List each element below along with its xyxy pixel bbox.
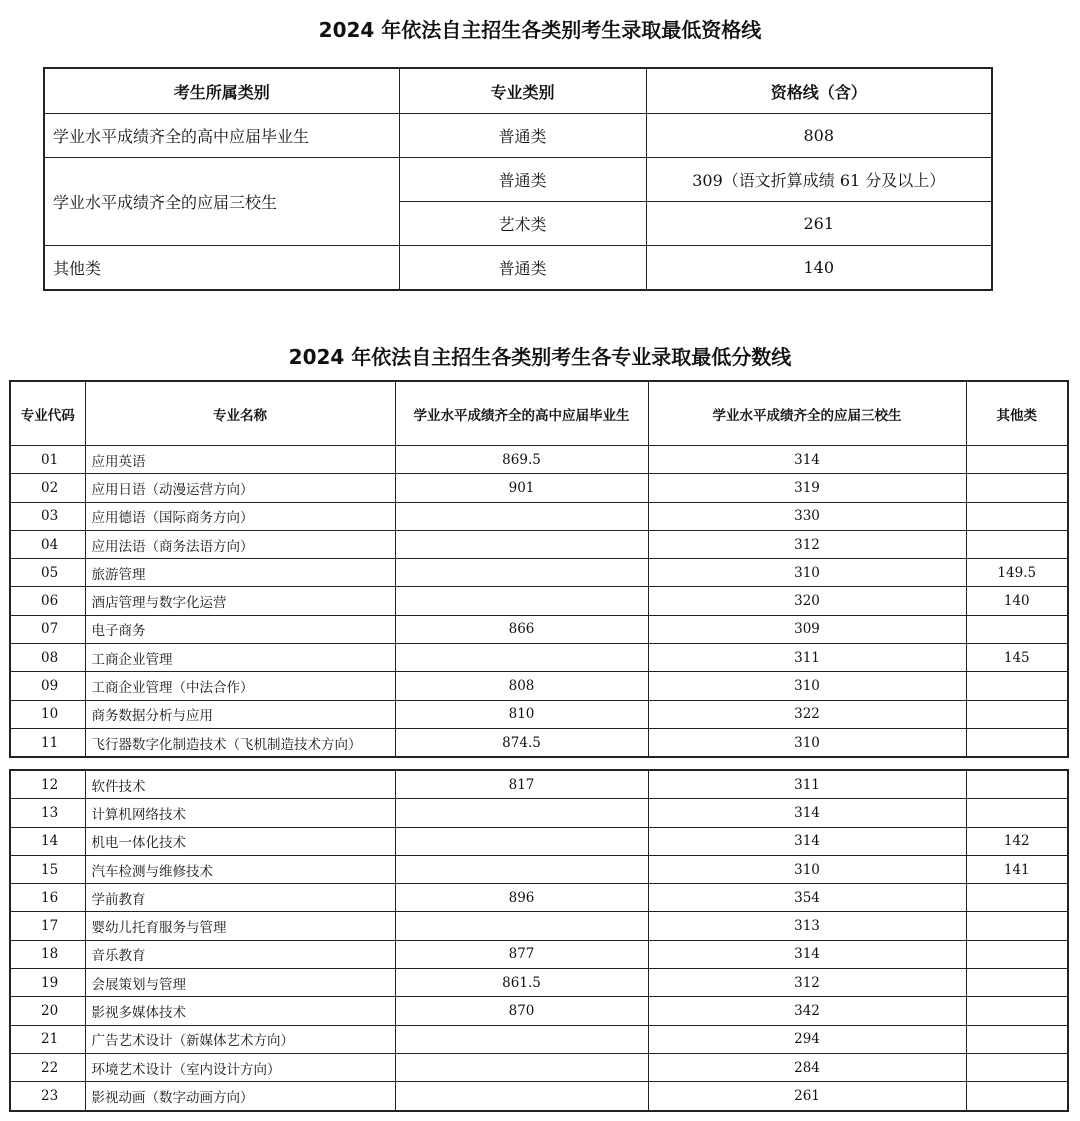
major-name-cell: 应用英语 bbox=[85, 446, 395, 474]
three-schools-score-cell: 314 bbox=[648, 940, 966, 968]
high-school-score-cell bbox=[395, 587, 648, 615]
major-name-cell: 飞行器数字化制造技术（飞机制造技术方向） bbox=[85, 728, 395, 757]
other-score-cell bbox=[966, 474, 1068, 502]
table1-line-cell: 808 bbox=[646, 114, 992, 158]
major-code-cell: 13 bbox=[10, 799, 85, 827]
three-schools-score-cell: 319 bbox=[648, 474, 966, 502]
major-name-cell: 应用日语（动漫运营方向） bbox=[85, 474, 395, 502]
high-school-score-cell bbox=[395, 559, 648, 587]
other-score-cell bbox=[966, 1053, 1068, 1081]
three-schools-score-cell: 310 bbox=[648, 728, 966, 757]
high-school-score-cell: 808 bbox=[395, 672, 648, 700]
major-code-cell: 09 bbox=[10, 672, 85, 700]
other-score-cell: 140 bbox=[966, 587, 1068, 615]
high-school-score-cell: 901 bbox=[395, 474, 648, 502]
table2-header-code: 专业代码 bbox=[10, 381, 85, 446]
table-row bbox=[10, 770, 1068, 799]
table-row bbox=[10, 1053, 1068, 1081]
table-row bbox=[10, 559, 1068, 587]
table-row bbox=[10, 615, 1068, 643]
table-row bbox=[10, 884, 1068, 912]
major-name-cell: 影视动画（数字动画方向） bbox=[85, 1082, 395, 1111]
three-schools-score-cell: 312 bbox=[648, 530, 966, 558]
major-score-table-part1 bbox=[9, 380, 1069, 758]
other-score-cell bbox=[966, 1082, 1068, 1111]
table2-header-high-school: 学业水平成绩齐全的高中应届毕业生 bbox=[395, 381, 648, 446]
major-name-cell: 旅游管理 bbox=[85, 559, 395, 587]
three-schools-score-cell: 311 bbox=[648, 644, 966, 672]
major-name-cell: 会展策划与管理 bbox=[85, 969, 395, 997]
high-school-score-cell bbox=[395, 1053, 648, 1081]
major-code-cell: 22 bbox=[10, 1053, 85, 1081]
major-code-cell: 12 bbox=[10, 770, 85, 799]
table-row bbox=[10, 855, 1068, 883]
major-code-cell: 19 bbox=[10, 969, 85, 997]
other-score-cell: 142 bbox=[966, 827, 1068, 855]
high-school-score-cell: 861.5 bbox=[395, 969, 648, 997]
three-schools-score-cell: 354 bbox=[648, 884, 966, 912]
high-school-score-cell bbox=[395, 502, 648, 530]
three-schools-score-cell: 314 bbox=[648, 799, 966, 827]
table-row bbox=[10, 530, 1068, 558]
high-school-score-cell bbox=[395, 799, 648, 827]
table1-type-cell: 普通类 bbox=[399, 158, 646, 202]
major-code-cell: 18 bbox=[10, 940, 85, 968]
three-schools-score-cell: 311 bbox=[648, 770, 966, 799]
other-score-cell bbox=[966, 912, 1068, 940]
three-schools-score-cell: 322 bbox=[648, 700, 966, 728]
table-row bbox=[10, 728, 1068, 757]
major-name-cell: 广告艺术设计（新媒体艺术方向） bbox=[85, 1025, 395, 1053]
three-schools-score-cell: 294 bbox=[648, 1025, 966, 1053]
table1-category-cell: 学业水平成绩齐全的应届三校生 bbox=[44, 158, 399, 246]
major-code-cell: 08 bbox=[10, 644, 85, 672]
three-schools-score-cell: 310 bbox=[648, 559, 966, 587]
other-score-cell bbox=[966, 672, 1068, 700]
major-name-cell: 环境艺术设计（室内设计方向） bbox=[85, 1053, 395, 1081]
high-school-score-cell bbox=[395, 912, 648, 940]
other-score-cell bbox=[966, 530, 1068, 558]
three-schools-score-cell: 342 bbox=[648, 997, 966, 1025]
table-row bbox=[10, 969, 1068, 997]
major-name-cell: 汽车检测与维修技术 bbox=[85, 855, 395, 883]
table-row bbox=[10, 700, 1068, 728]
major-code-cell: 14 bbox=[10, 827, 85, 855]
qualification-line-table bbox=[43, 67, 993, 291]
major-code-cell: 04 bbox=[10, 530, 85, 558]
other-score-cell bbox=[966, 770, 1068, 799]
other-score-cell bbox=[966, 1025, 1068, 1053]
high-school-score-cell: 866 bbox=[395, 615, 648, 643]
table1-type-cell: 普通类 bbox=[399, 114, 646, 158]
table2-header-name: 专业名称 bbox=[85, 381, 395, 446]
major-code-cell: 07 bbox=[10, 615, 85, 643]
major-name-cell: 应用德语（国际商务方向） bbox=[85, 502, 395, 530]
other-score-cell bbox=[966, 700, 1068, 728]
major-code-cell: 17 bbox=[10, 912, 85, 940]
table-row bbox=[10, 997, 1068, 1025]
table1-type-cell: 艺术类 bbox=[399, 202, 646, 246]
three-schools-score-cell: 330 bbox=[648, 502, 966, 530]
table-row bbox=[10, 1025, 1068, 1053]
major-name-cell: 音乐教育 bbox=[85, 940, 395, 968]
high-school-score-cell: 817 bbox=[395, 770, 648, 799]
major-name-cell: 商务数据分析与应用 bbox=[85, 700, 395, 728]
table2-header-other: 其他类 bbox=[966, 381, 1068, 446]
major-name-cell: 学前教育 bbox=[85, 884, 395, 912]
table-row bbox=[10, 827, 1068, 855]
table-row bbox=[10, 940, 1068, 968]
other-score-cell: 149.5 bbox=[966, 559, 1068, 587]
table1-row bbox=[44, 246, 992, 291]
three-schools-score-cell: 310 bbox=[648, 672, 966, 700]
major-code-cell: 21 bbox=[10, 1025, 85, 1053]
high-school-score-cell: 896 bbox=[395, 884, 648, 912]
major-code-cell: 10 bbox=[10, 700, 85, 728]
table2-header-three-schools: 学业水平成绩齐全的应届三校生 bbox=[648, 381, 966, 446]
high-school-score-cell: 877 bbox=[395, 940, 648, 968]
major-name-cell: 计算机网络技术 bbox=[85, 799, 395, 827]
table-row bbox=[10, 644, 1068, 672]
three-schools-score-cell: 313 bbox=[648, 912, 966, 940]
major-code-cell: 05 bbox=[10, 559, 85, 587]
table1-title: 2024 年依法自主招生各类别考生录取最低资格线 bbox=[318, 18, 762, 42]
major-name-cell: 酒店管理与数字化运营 bbox=[85, 587, 395, 615]
major-code-cell: 23 bbox=[10, 1082, 85, 1111]
high-school-score-cell bbox=[395, 1025, 648, 1053]
table1-line-cell: 261 bbox=[646, 202, 992, 246]
major-code-cell: 20 bbox=[10, 997, 85, 1025]
table-row bbox=[10, 672, 1068, 700]
major-name-cell: 软件技术 bbox=[85, 770, 395, 799]
three-schools-score-cell: 320 bbox=[648, 587, 966, 615]
table1-header-major-type: 专业类别 bbox=[399, 68, 646, 114]
major-code-cell: 11 bbox=[10, 728, 85, 757]
other-score-cell bbox=[966, 884, 1068, 912]
table1-line-cell: 309（语文折算成绩 61 分及以上） bbox=[646, 158, 992, 202]
table-row bbox=[10, 799, 1068, 827]
other-score-cell bbox=[966, 446, 1068, 474]
high-school-score-cell: 874.5 bbox=[395, 728, 648, 757]
table-row bbox=[10, 912, 1068, 940]
high-school-score-cell bbox=[395, 827, 648, 855]
table1-row bbox=[44, 158, 992, 202]
table-row bbox=[10, 474, 1068, 502]
high-school-score-cell bbox=[395, 855, 648, 883]
major-code-cell: 16 bbox=[10, 884, 85, 912]
other-score-cell: 141 bbox=[966, 855, 1068, 883]
three-schools-score-cell: 314 bbox=[648, 446, 966, 474]
table1-line-cell: 140 bbox=[646, 246, 992, 291]
table1-row bbox=[44, 114, 992, 158]
major-code-cell: 02 bbox=[10, 474, 85, 502]
table1-category-cell: 其他类 bbox=[44, 246, 399, 291]
major-name-cell: 影视多媒体技术 bbox=[85, 997, 395, 1025]
major-score-table-part2 bbox=[9, 769, 1069, 1112]
other-score-cell bbox=[966, 940, 1068, 968]
high-school-score-cell: 869.5 bbox=[395, 446, 648, 474]
table1-header-row bbox=[44, 68, 992, 114]
table1-category-cell: 学业水平成绩齐全的高中应届毕业生 bbox=[44, 114, 399, 158]
major-name-cell: 工商企业管理 bbox=[85, 644, 395, 672]
other-score-cell bbox=[966, 615, 1068, 643]
high-school-score-cell bbox=[395, 644, 648, 672]
major-name-cell: 机电一体化技术 bbox=[85, 827, 395, 855]
other-score-cell bbox=[966, 728, 1068, 757]
table1-header-line: 资格线（含） bbox=[646, 68, 992, 114]
other-score-cell: 145 bbox=[966, 644, 1068, 672]
table-row bbox=[10, 446, 1068, 474]
table2-title: 2024 年依法自主招生各类别考生各专业录取最低分数线 bbox=[288, 345, 792, 369]
high-school-score-cell: 870 bbox=[395, 997, 648, 1025]
three-schools-score-cell: 314 bbox=[648, 827, 966, 855]
major-code-cell: 06 bbox=[10, 587, 85, 615]
high-school-score-cell bbox=[395, 530, 648, 558]
other-score-cell bbox=[966, 997, 1068, 1025]
major-code-cell: 01 bbox=[10, 446, 85, 474]
other-score-cell bbox=[966, 502, 1068, 530]
three-schools-score-cell: 284 bbox=[648, 1053, 966, 1081]
major-name-cell: 工商企业管理（中法合作） bbox=[85, 672, 395, 700]
three-schools-score-cell: 310 bbox=[648, 855, 966, 883]
major-name-cell: 婴幼儿托育服务与管理 bbox=[85, 912, 395, 940]
three-schools-score-cell: 312 bbox=[648, 969, 966, 997]
high-school-score-cell: 810 bbox=[395, 700, 648, 728]
major-name-cell: 应用法语（商务法语方向） bbox=[85, 530, 395, 558]
table-row bbox=[10, 1082, 1068, 1111]
table-row bbox=[10, 587, 1068, 615]
major-code-cell: 15 bbox=[10, 855, 85, 883]
major-name-cell: 电子商务 bbox=[85, 615, 395, 643]
table1-header-category: 考生所属类别 bbox=[44, 68, 399, 114]
table1-type-cell: 普通类 bbox=[399, 246, 646, 291]
other-score-cell bbox=[966, 969, 1068, 997]
high-school-score-cell bbox=[395, 1082, 648, 1111]
major-code-cell: 03 bbox=[10, 502, 85, 530]
table2-header-row bbox=[10, 381, 1068, 446]
table-row bbox=[10, 502, 1068, 530]
three-schools-score-cell: 309 bbox=[648, 615, 966, 643]
other-score-cell bbox=[966, 799, 1068, 827]
three-schools-score-cell: 261 bbox=[648, 1082, 966, 1111]
